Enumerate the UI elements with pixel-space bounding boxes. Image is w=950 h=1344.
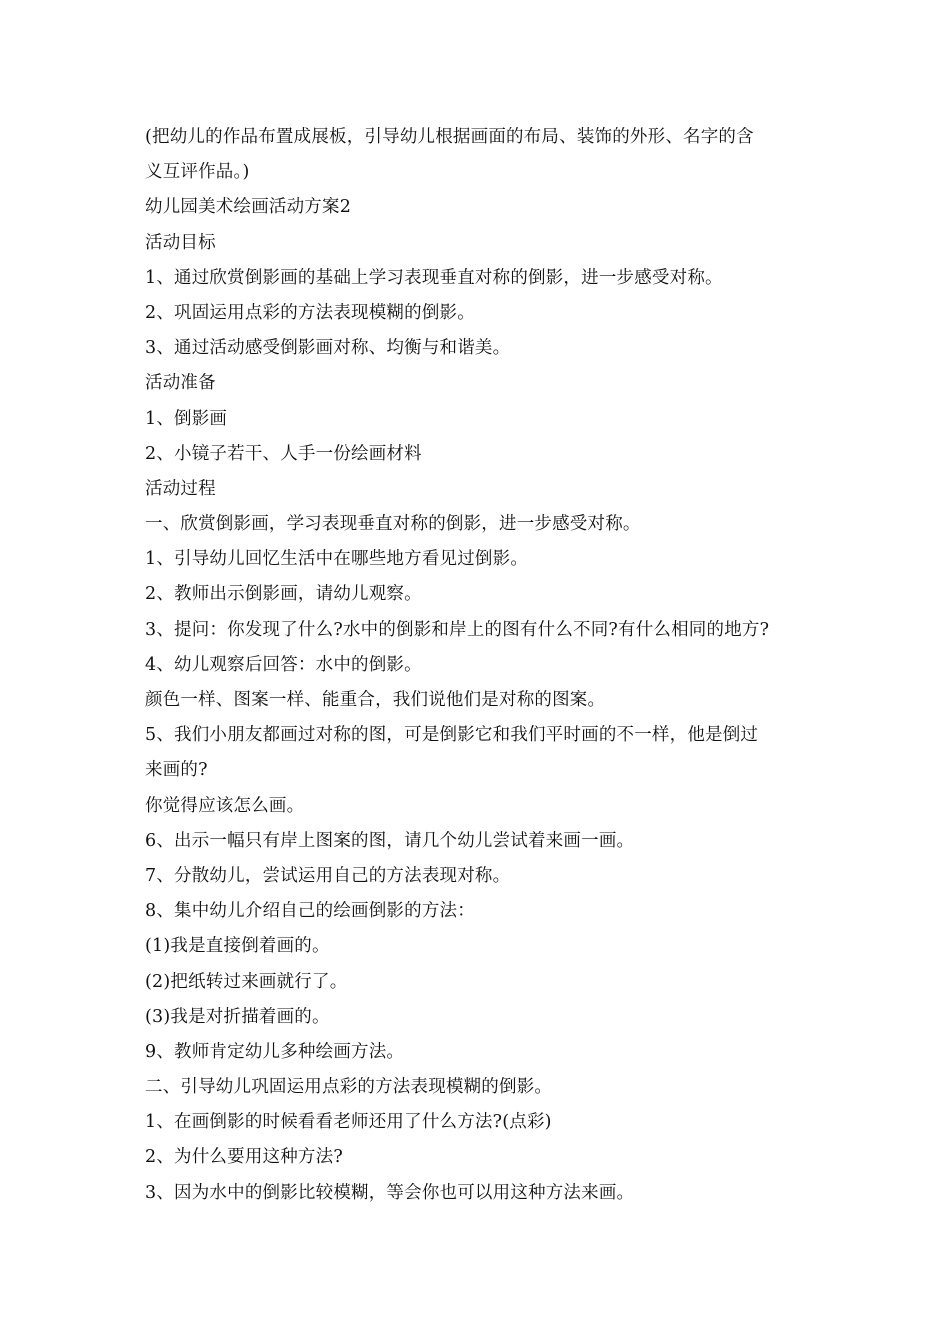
list-item: 8、集中幼儿介绍自己的绘画倒影的方法：	[145, 901, 475, 922]
list-item: 3、提问：你发现了什么?水中的倒影和岸上的图有什么不同?有什么相同的地方?	[145, 619, 770, 640]
sub-list-item: (1)我是直接倒着画的。	[145, 936, 330, 957]
paragraph-line: 来画的?	[145, 760, 208, 781]
paragraph-line: 你觉得应该怎么画。	[145, 795, 305, 816]
sub-list-item: (3)我是对折描着画的。	[145, 1006, 330, 1027]
list-item: 1、倒影画	[145, 408, 228, 429]
list-item: 2、小镜子若干、人手一份绘画材料	[145, 443, 422, 464]
list-item: 5、我们小朋友都画过对称的图，可是倒影它和我们平时画的不一样，他是倒过	[145, 725, 759, 746]
list-item: 6、出示一幅只有岸上图案的图，请几个幼儿尝试着来画一画。	[145, 830, 635, 851]
list-item: 7、分散幼儿，尝试运用自己的方法表现对称。	[145, 865, 511, 886]
heading-objectives: 活动目标	[145, 232, 216, 253]
sub-list-item: (2)把纸转过来画就行了。	[145, 971, 348, 992]
paragraph-line: (把幼儿的作品布置成展板，引导幼儿根据画面的布局、装饰的外形、名字的含	[145, 127, 754, 147]
document-body	[145, 120, 815, 1211]
list-item: 1、通过欣赏倒影画的基础上学习表现垂直对称的倒影，进一步感受对称。	[145, 267, 723, 288]
list-item: 2、教师出示倒影画，请幼儿观察。	[145, 584, 422, 605]
heading-preparation: 活动准备	[145, 373, 216, 394]
list-item: 4、幼儿观察后回答：水中的倒影。	[145, 654, 422, 675]
heading-process: 活动过程	[145, 478, 216, 499]
list-item: 9、教师肯定幼儿多种绘画方法。	[145, 1041, 405, 1062]
subsection-title: 二、引导幼儿巩固运用点彩的方法表现模糊的倒影。	[145, 1077, 553, 1098]
list-item: 3、因为水中的倒影比较模糊，等会你也可以用这种方法来画。	[145, 1182, 635, 1203]
list-item: 2、为什么要用这种方法?	[145, 1147, 343, 1168]
list-item: 3、通过活动感受倒影画对称、均衡与和谐美。	[145, 338, 511, 359]
list-item: 1、在画倒影的时候看看老师还用了什么方法?(点彩)	[145, 1112, 552, 1133]
section-title: 幼儿园美术绘画活动方案2	[145, 197, 352, 218]
list-item: 2、巩固运用点彩的方法表现模糊的倒影。	[145, 302, 475, 323]
list-item: 1、引导幼儿回忆生活中在哪些地方看见过倒影。	[145, 549, 529, 570]
subsection-title: 一、欣赏倒影画，学习表现垂直对称的倒影，进一步感受对称。	[145, 514, 641, 535]
paragraph-line: 义互评作品。)	[145, 162, 250, 183]
paragraph-line: 颜色一样、图案一样、能重合，我们说他们是对称的图案。	[145, 690, 606, 710]
